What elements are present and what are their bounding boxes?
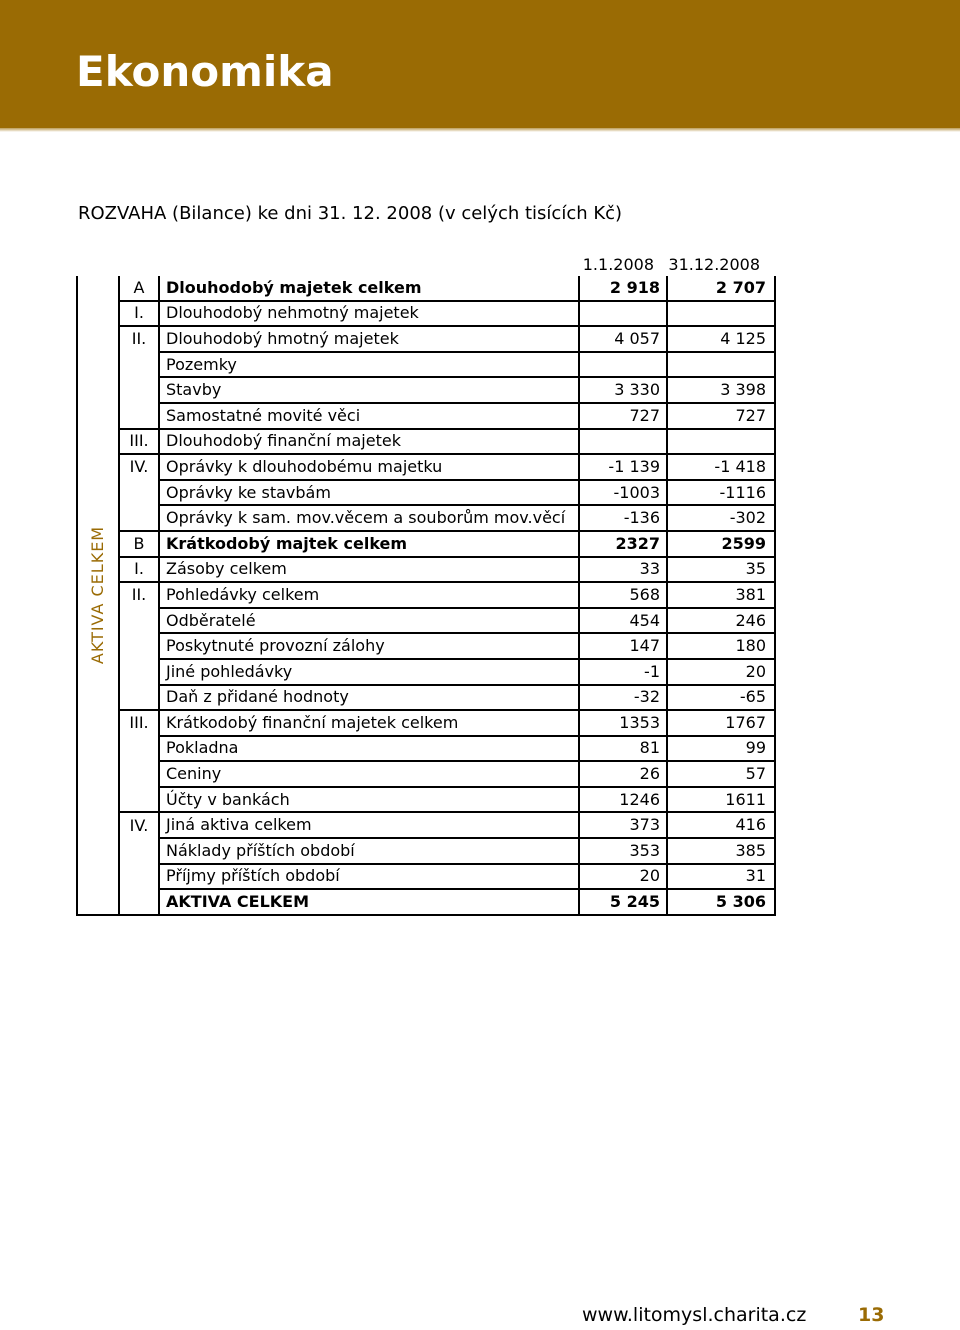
row-code: I. <box>119 301 159 327</box>
table-row <box>77 659 775 685</box>
row-name: Oprávky ke stavbám <box>159 480 579 506</box>
row-value-2008-01: 2 918 <box>579 276 667 301</box>
row-value-2008-01: 5 245 <box>579 889 667 915</box>
row-name: Dlouhodobý nehmotný majetek <box>159 301 579 327</box>
row-value-2008-12: 4 125 <box>667 326 775 352</box>
row-name: Účty v bankách <box>159 787 579 813</box>
row-code <box>119 480 159 506</box>
row-value-2008-01: 1246 <box>579 787 667 813</box>
row-code <box>119 864 159 890</box>
row-name: Krátkodobý finanční majetek celkem <box>159 710 579 736</box>
page-number: 13 <box>858 1304 885 1326</box>
row-value-2008-12: 381 <box>667 582 775 608</box>
row-name: Zásoby celkem <box>159 557 579 583</box>
row-name: Pohledávky celkem <box>159 582 579 608</box>
row-name: Dlouhodobý hmotný majetek <box>159 326 579 352</box>
table-row <box>77 531 775 557</box>
row-name: Pokladna <box>159 736 579 762</box>
row-value-2008-01: 81 <box>579 736 667 762</box>
row-value-2008-12: 35 <box>667 557 775 583</box>
row-value-2008-01 <box>579 301 667 327</box>
row-code <box>119 659 159 685</box>
table-row <box>77 582 775 608</box>
table-row <box>77 403 775 429</box>
row-value-2008-12: 180 <box>667 633 775 659</box>
row-value-2008-01: 454 <box>579 608 667 634</box>
table-row <box>77 505 775 531</box>
row-value-2008-01 <box>579 352 667 378</box>
row-value-2008-12: 57 <box>667 761 775 787</box>
row-value-2008-01: 2327 <box>579 531 667 557</box>
row-value-2008-01: 26 <box>579 761 667 787</box>
row-value-2008-12: 1611 <box>667 787 775 813</box>
row-value-2008-12: 385 <box>667 838 775 864</box>
row-name: Oprávky k sam. mov.věcem a souborům mov.věcí <box>159 505 579 531</box>
row-code <box>119 505 159 531</box>
row-name: AKTIVA CELKEM <box>159 889 579 915</box>
row-value-2008-12: -1116 <box>667 480 775 506</box>
row-value-2008-12: 246 <box>667 608 775 634</box>
row-value-2008-01: 727 <box>579 403 667 429</box>
row-value-2008-12: 2 707 <box>667 276 775 301</box>
row-value-2008-01: 4 057 <box>579 326 667 352</box>
row-code <box>119 838 159 864</box>
row-value-2008-12: 31 <box>667 864 775 890</box>
table-row <box>77 787 775 813</box>
table-row <box>77 352 775 378</box>
row-code <box>119 633 159 659</box>
row-name: Příjmy příštích období <box>159 864 579 890</box>
row-code <box>119 685 159 711</box>
row-value-2008-12 <box>667 301 775 327</box>
row-value-2008-12: -302 <box>667 505 775 531</box>
row-name: Odběratelé <box>159 608 579 634</box>
row-name: Jiná aktiva celkem <box>159 812 579 838</box>
row-code <box>119 377 159 403</box>
table-row <box>77 736 775 762</box>
row-name: Oprávky k dlouhodobému majetku <box>159 454 579 480</box>
row-code <box>119 761 159 787</box>
row-value-2008-12: 727 <box>667 403 775 429</box>
row-value-2008-01: -32 <box>579 685 667 711</box>
row-code <box>119 736 159 762</box>
row-name: Poskytnuté provozní zálohy <box>159 633 579 659</box>
table-row <box>77 326 775 352</box>
table-row <box>77 889 775 915</box>
row-name: Stavby <box>159 377 579 403</box>
row-value-2008-01: 373 <box>579 812 667 838</box>
row-code: I. <box>119 557 159 583</box>
row-value-2008-12 <box>667 352 775 378</box>
row-value-2008-01: 353 <box>579 838 667 864</box>
header-banner <box>0 0 960 128</box>
table-row <box>77 685 775 711</box>
table-row <box>77 429 775 455</box>
table-row <box>77 377 775 403</box>
row-code: B <box>119 531 159 557</box>
side-label-cell <box>77 276 119 915</box>
row-value-2008-01 <box>579 429 667 455</box>
column-header-2008-12: 31.12.2008 <box>668 255 760 274</box>
row-value-2008-12: 20 <box>667 659 775 685</box>
table-row <box>77 838 775 864</box>
table-row <box>77 812 775 838</box>
row-code <box>119 352 159 378</box>
row-name: Jiné pohledávky <box>159 659 579 685</box>
row-value-2008-12: 5 306 <box>667 889 775 915</box>
row-value-2008-12: -1 418 <box>667 454 775 480</box>
row-value-2008-01: 20 <box>579 864 667 890</box>
footer-url: www.litomysl.charita.cz <box>582 1304 807 1326</box>
row-value-2008-12: 416 <box>667 812 775 838</box>
row-code <box>119 889 159 915</box>
row-value-2008-12: 2599 <box>667 531 775 557</box>
row-value-2008-01: 147 <box>579 633 667 659</box>
row-value-2008-12 <box>667 429 775 455</box>
row-value-2008-01: -136 <box>579 505 667 531</box>
table-row <box>77 761 775 787</box>
row-value-2008-01: 3 330 <box>579 377 667 403</box>
row-code: IV. <box>119 812 159 838</box>
row-name: Samostatné movité věci <box>159 403 579 429</box>
balance-sheet-table <box>76 276 776 916</box>
row-name: Ceniny <box>159 761 579 787</box>
table-row <box>77 276 775 301</box>
column-header-2008-01: 1.1.2008 <box>582 255 654 274</box>
table-row <box>77 710 775 736</box>
side-label: AKTIVA CELKEM <box>88 525 107 665</box>
row-code: IV. <box>119 454 159 480</box>
row-value-2008-12: 3 398 <box>667 377 775 403</box>
table-row <box>77 454 775 480</box>
row-code: A <box>119 276 159 301</box>
table-row <box>77 608 775 634</box>
row-value-2008-01: -1 139 <box>579 454 667 480</box>
row-value-2008-01: -1 <box>579 659 667 685</box>
table-row <box>77 301 775 327</box>
row-code: III. <box>119 429 159 455</box>
row-name: Daň z přidané hodnoty <box>159 685 579 711</box>
document-title: ROZVAHA (Bilance) ke dni 31. 12. 2008 (v celých tisících Kč) <box>78 203 623 224</box>
table-row <box>77 864 775 890</box>
table-row <box>77 480 775 506</box>
row-value-2008-12: 1767 <box>667 710 775 736</box>
row-name: Pozemky <box>159 352 579 378</box>
row-code: III. <box>119 710 159 736</box>
row-code: II. <box>119 582 159 608</box>
row-name: Dlouhodobý finanční majetek <box>159 429 579 455</box>
table-row <box>77 633 775 659</box>
row-value-2008-01: -1003 <box>579 480 667 506</box>
page-title: Ekonomika <box>76 47 334 96</box>
row-code <box>119 787 159 813</box>
table-row <box>77 557 775 583</box>
row-name: Krátkodobý majtek celkem <box>159 531 579 557</box>
row-code: II. <box>119 326 159 352</box>
row-name: Dlouhodobý majetek celkem <box>159 276 579 301</box>
row-value-2008-01: 33 <box>579 557 667 583</box>
row-value-2008-01: 568 <box>579 582 667 608</box>
row-value-2008-12: -65 <box>667 685 775 711</box>
row-code <box>119 403 159 429</box>
row-code <box>119 608 159 634</box>
row-value-2008-01: 1353 <box>579 710 667 736</box>
row-value-2008-12: 99 <box>667 736 775 762</box>
row-name: Náklady příštích období <box>159 838 579 864</box>
